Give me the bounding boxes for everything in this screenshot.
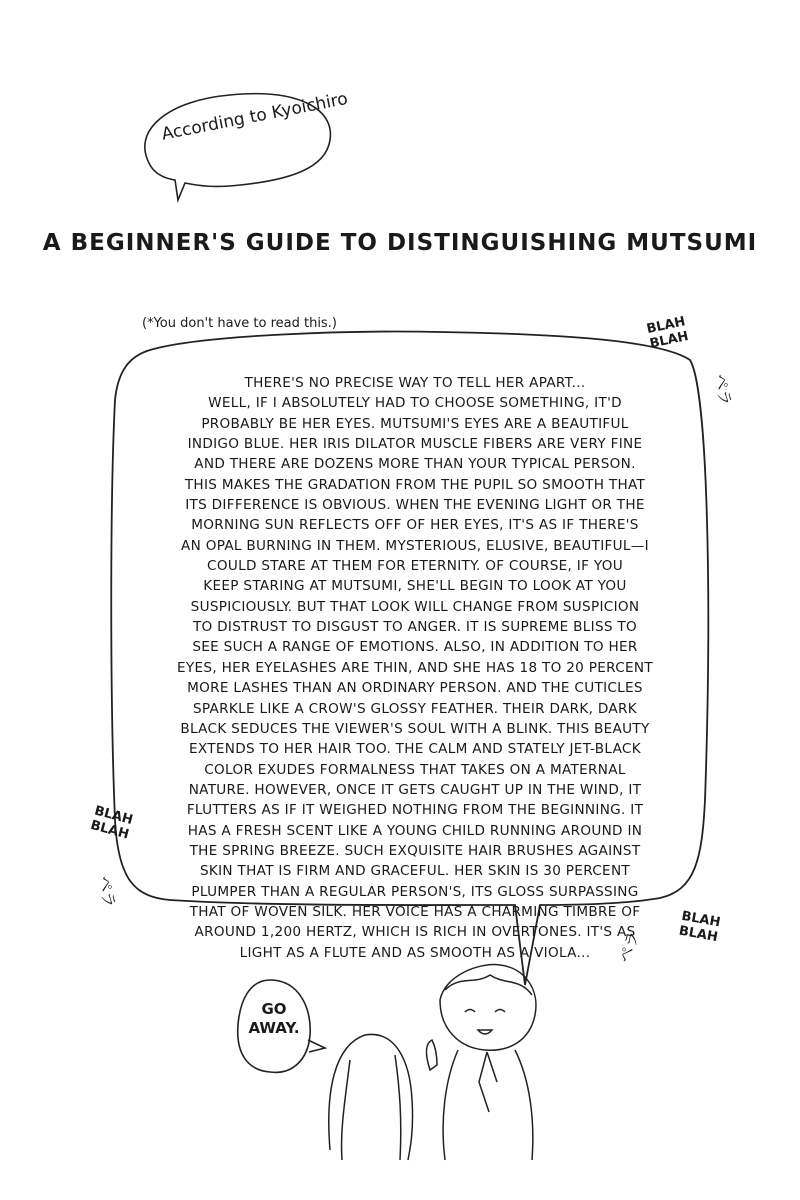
- sfx-blah-bottom-right: BLAH BLAH: [677, 908, 722, 946]
- sfx-blah-top-right: BLAH BLAH: [645, 314, 690, 352]
- main-text-line: MORNING SUN REFLECTS OFF OF HER EYES, IT'S AS IF THERE'S: [191, 517, 639, 534]
- main-text-line: AN OPAL BURNING IN THEM. MYSTERIOUS, ELUSIVE, BEAUTIFUL—I: [181, 537, 649, 554]
- main-text-line: MORE LASHES THAN AN ORDINARY PERSON. AND THE CUTICLES: [187, 680, 643, 697]
- main-text-line: THIS MAKES THE GRADATION FROM THE PUPIL SO SMOOTH THAT: [184, 476, 646, 493]
- main-text-line: AROUND 1,200 HERTZ, WHICH IS RICH IN OVERTONES. IT'S AS: [194, 924, 636, 941]
- main-text-line: HAS A FRESH SCENT LIKE A YOUNG CHILD RUNNING AROUND IN: [187, 822, 643, 839]
- main-text-line: WELL, IF I ABSOLUTELY HAD TO CHOOSE SOMETHING, IT'D: [208, 395, 622, 412]
- kyoichiro-figure: [426, 965, 536, 1160]
- main-text-line: AND THERE ARE DOZENS MORE THAN YOUR TYPICAL PERSON.: [194, 456, 636, 473]
- main-text-line: EYES, HER EYELASHES ARE THIN, AND SHE HAS 18 TO 20 PERCENT: [177, 659, 653, 676]
- main-text-line: LIGHT AS A FLUTE AND AS SMOOTH AS A VIOLA...: [239, 944, 591, 961]
- footnote: (*You don't have to read this.): [142, 316, 337, 331]
- mutsumi-figure: [329, 1034, 413, 1160]
- credit-bubble-text: According to Kyoichiro: [160, 88, 350, 145]
- sfx-blah-left: BLAH BLAH: [88, 803, 135, 843]
- main-text-line: TO DISTRUST TO DISGUST TO ANGER. IT IS SUPREME BLISS TO: [192, 619, 638, 636]
- main-text-line: THERE'S NO PRECISE WAY TO TELL HER APART...: [244, 375, 586, 391]
- main-text: [165, 373, 665, 963]
- main-text-line: NATURE. HOWEVER, ONCE IT GETS CAUGHT UP IN THE WIND, IT: [188, 781, 642, 798]
- go-away-text: GO AWAY.: [248, 1000, 300, 1037]
- main-text-line: INDIGO BLUE. HER IRIS DILATOR MUSCLE FIBERS ARE VERY FINE: [187, 436, 643, 453]
- main-text-line: PLUMPER THAN A REGULAR PERSON'S, ITS GLOSS SURPASSING: [191, 883, 639, 900]
- main-text-line: SEE SUCH A RANGE OF EMOTIONS. ALSO, IN ADDITION TO HER: [192, 639, 638, 656]
- main-text-line: COULD STARE AT THEM FOR ETERNITY. OF COURSE, IF YOU: [207, 558, 623, 575]
- main-text-line: COLOR EXUDES FORMALNESS THAT TAKES ON A MATERNAL: [204, 761, 626, 778]
- main-text-line: FLUTTERS AS IF IT WEIGHED NOTHING FROM THE BEGINNING. IT: [186, 802, 644, 819]
- main-text-line: SUSPICIOUSLY. BUT THAT LOOK WILL CHANGE FROM SUSPICION: [190, 598, 640, 615]
- main-text-line: SPARKLE LIKE A CROW'S GLOSSY FEATHER. THEIR DARK, DARK: [193, 700, 637, 717]
- sfx-pera-left: ペラ: [94, 874, 118, 910]
- page-title: A BEGINNER'S GUIDE TO DISTINGUISHING MUTSUMI: [42, 230, 758, 256]
- main-text-line: KEEP STARING AT MUTSUMI, SHE'LL BEGIN TO LOOK AT YOU: [203, 578, 627, 595]
- main-text-line: THAT OF WOVEN SILK. HER VOICE HAS A CHARMING TIMBRE OF: [189, 903, 641, 920]
- main-text-line: THE SPRING BREEZE. SUCH EXQUISITE HAIR BRUSHES AGAINST: [189, 842, 641, 859]
- main-text-line: SKIN THAT IS FIRM AND GRACEFUL. HER SKIN IS 30 PERCENT: [199, 863, 631, 880]
- main-text-line: ITS DIFFERENCE IS OBVIOUS. WHEN THE EVENING LIGHT OR THE: [185, 497, 645, 514]
- main-text-line: BLACK SEDUCES THE VIEWER'S SOUL WITH A BLINK. THIS BEAUTY: [180, 720, 650, 737]
- sfx-pera-bottom-right: ペラ: [616, 929, 644, 966]
- sfx-pera-top-right: ペラ: [710, 372, 734, 408]
- main-text-line: PROBABLY BE HER EYES. MUTSUMI'S EYES ARE A BEAUTIFUL: [201, 415, 629, 432]
- main-text-line: EXTENDS TO HER HAIR TOO. THE CALM AND STATELY JET-BLACK: [189, 741, 641, 758]
